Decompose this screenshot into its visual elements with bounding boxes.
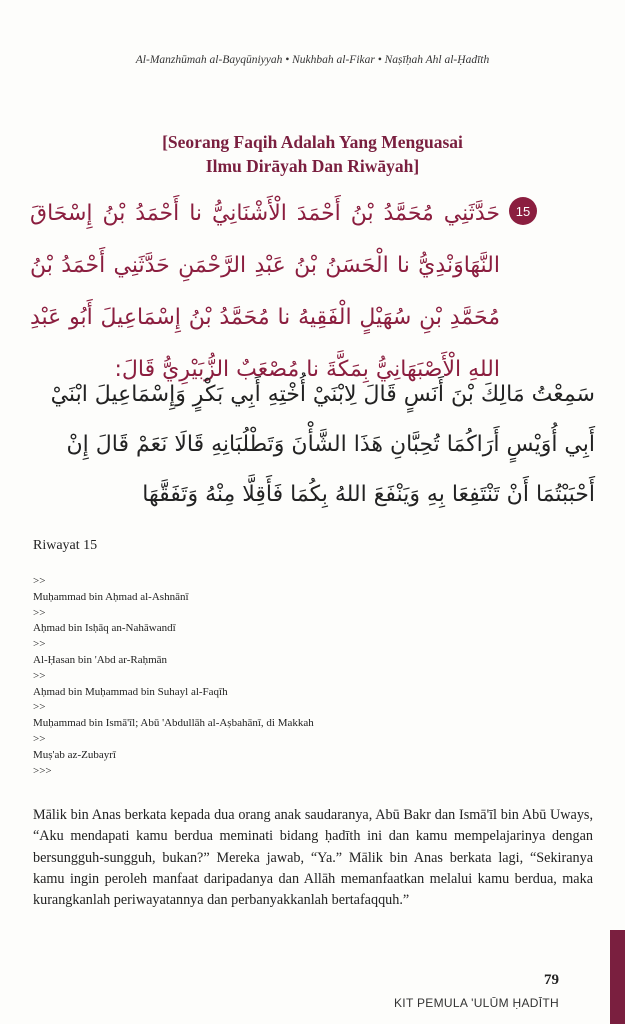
page-number: 79	[544, 972, 559, 988]
arabic-matn: سَمِعْتُ مَالِكَ بْنَ أَنَسٍ قَالَ لِابْنَيْ أُخْتِهِ أَبِي بَكْرٍ وَإِسْمَاعِيلَ ابْنَيْ أَبِي أُوَيْسٍ أَرَاكُمَا تُحِبَّانِ هَذَا الشَّأْنَ وَتَطْلُبَانِهِ قَالَا نَعَمْ قَالَ إِنْ أَحْبَبْتُمَا أَنْ تَنْتَفِعَا بِهِ وَيَنْفَعَ اللهُ بِكُمَا فَأَقِلَّا مِنْهُ وَتَفَقَّهَا	[50, 382, 595, 507]
chain-arrow: >>	[33, 606, 46, 619]
hadith-number-badge: 15	[509, 197, 537, 225]
chain-narrator: Al-Ḥasan bin 'Abd ar-Raḥmān	[33, 653, 168, 666]
chain-narrator: Aḥmad bin Muḥammad bin Suhayl al-Faqīh	[33, 685, 228, 698]
chain-narrator: Muḥammad bin Aḥmad al-Ashnānī	[33, 590, 189, 603]
chain-arrow: >>	[33, 701, 46, 714]
narrator-chain	[33, 574, 533, 779]
chain-arrow: >>	[33, 669, 46, 682]
section-title-line-1: [Seorang Faqih Adalah Yang Menguasai	[162, 132, 463, 152]
translation-paragraph: Mālik bin Anas berkata kepada dua orang anak saudaranya, Abū Bakr dan Ismā'īl bin Abū Uways, “Aku mendapati kamu berdua meminati bidang ḥadīth ini dan kamu mempelajarinya dengan bersungguh-sungguh, bukan?” Mereka jawab, “Ya.” Mālik bin Anas berkata lagi, “Sekiranya kamu ingin peroleh manfaat daripadanya dan Allāh memanfaatkan melalui kamu berdua, maka kurangkanlah periwayatannya dan perbanyakkanlah bertafaqquh.”	[33, 807, 593, 909]
chain-arrow: >>	[33, 638, 46, 651]
chain-narrator: Muṣ'ab az-Zubayrī	[33, 748, 116, 761]
footer-book-title: KIT PEMULA 'ULŪM ḤADĪTH	[394, 996, 559, 1010]
section-title	[60, 130, 565, 178]
running-header: Al-Manzhūmah al-Bayqūniyyah • Nukhbah al-Fikar • Naṣīḥah Ahl al-Ḥadīth	[135, 54, 490, 66]
footer-accent-bar	[610, 930, 625, 1024]
chain-narrator: Aḥmad bin Isḥāq an-Nahāwandī	[33, 622, 176, 635]
section-title-line-2: Ilmu Dirāyah Dan Riwāyah]	[205, 156, 420, 176]
chain-arrow: >>	[33, 575, 46, 587]
riwayat-title: Riwayat 15	[33, 538, 98, 553]
chain-arrow: >>	[33, 732, 46, 745]
chain-end-arrow: >>>	[33, 764, 52, 777]
chain-narrator: Muḥammad bin Ismā'īl; Abū 'Abdullāh al-Aṣbahānī, di Makkah	[33, 717, 314, 730]
arabic-isnad: حَدَّثَنِي مُحَمَّدُ بْنُ أَحْمَدَ الْأَشْنَانِيُّ نا أَحْمَدُ بْنُ إِسْحَاقَ النَّهَاوَنْدِيُّ نا الْحَسَنُ بْنُ عَبْدِ الرَّحْمَنِ حَدَّثَنِي أَحْمَدُ بْنُ مُحَمَّدِ بْنِ سُهَيْلٍ الْفَقِيهُ نا مُحَمَّدُ بْنُ إِسْمَاعِيلَ أَبُو عَبْدِ اللهِ الْأَصْبَهَانِيُّ بِمَكَّةَ نا مُصْعَبٌ الزُّبَيْرِيُّ قَالَ:	[30, 201, 500, 382]
